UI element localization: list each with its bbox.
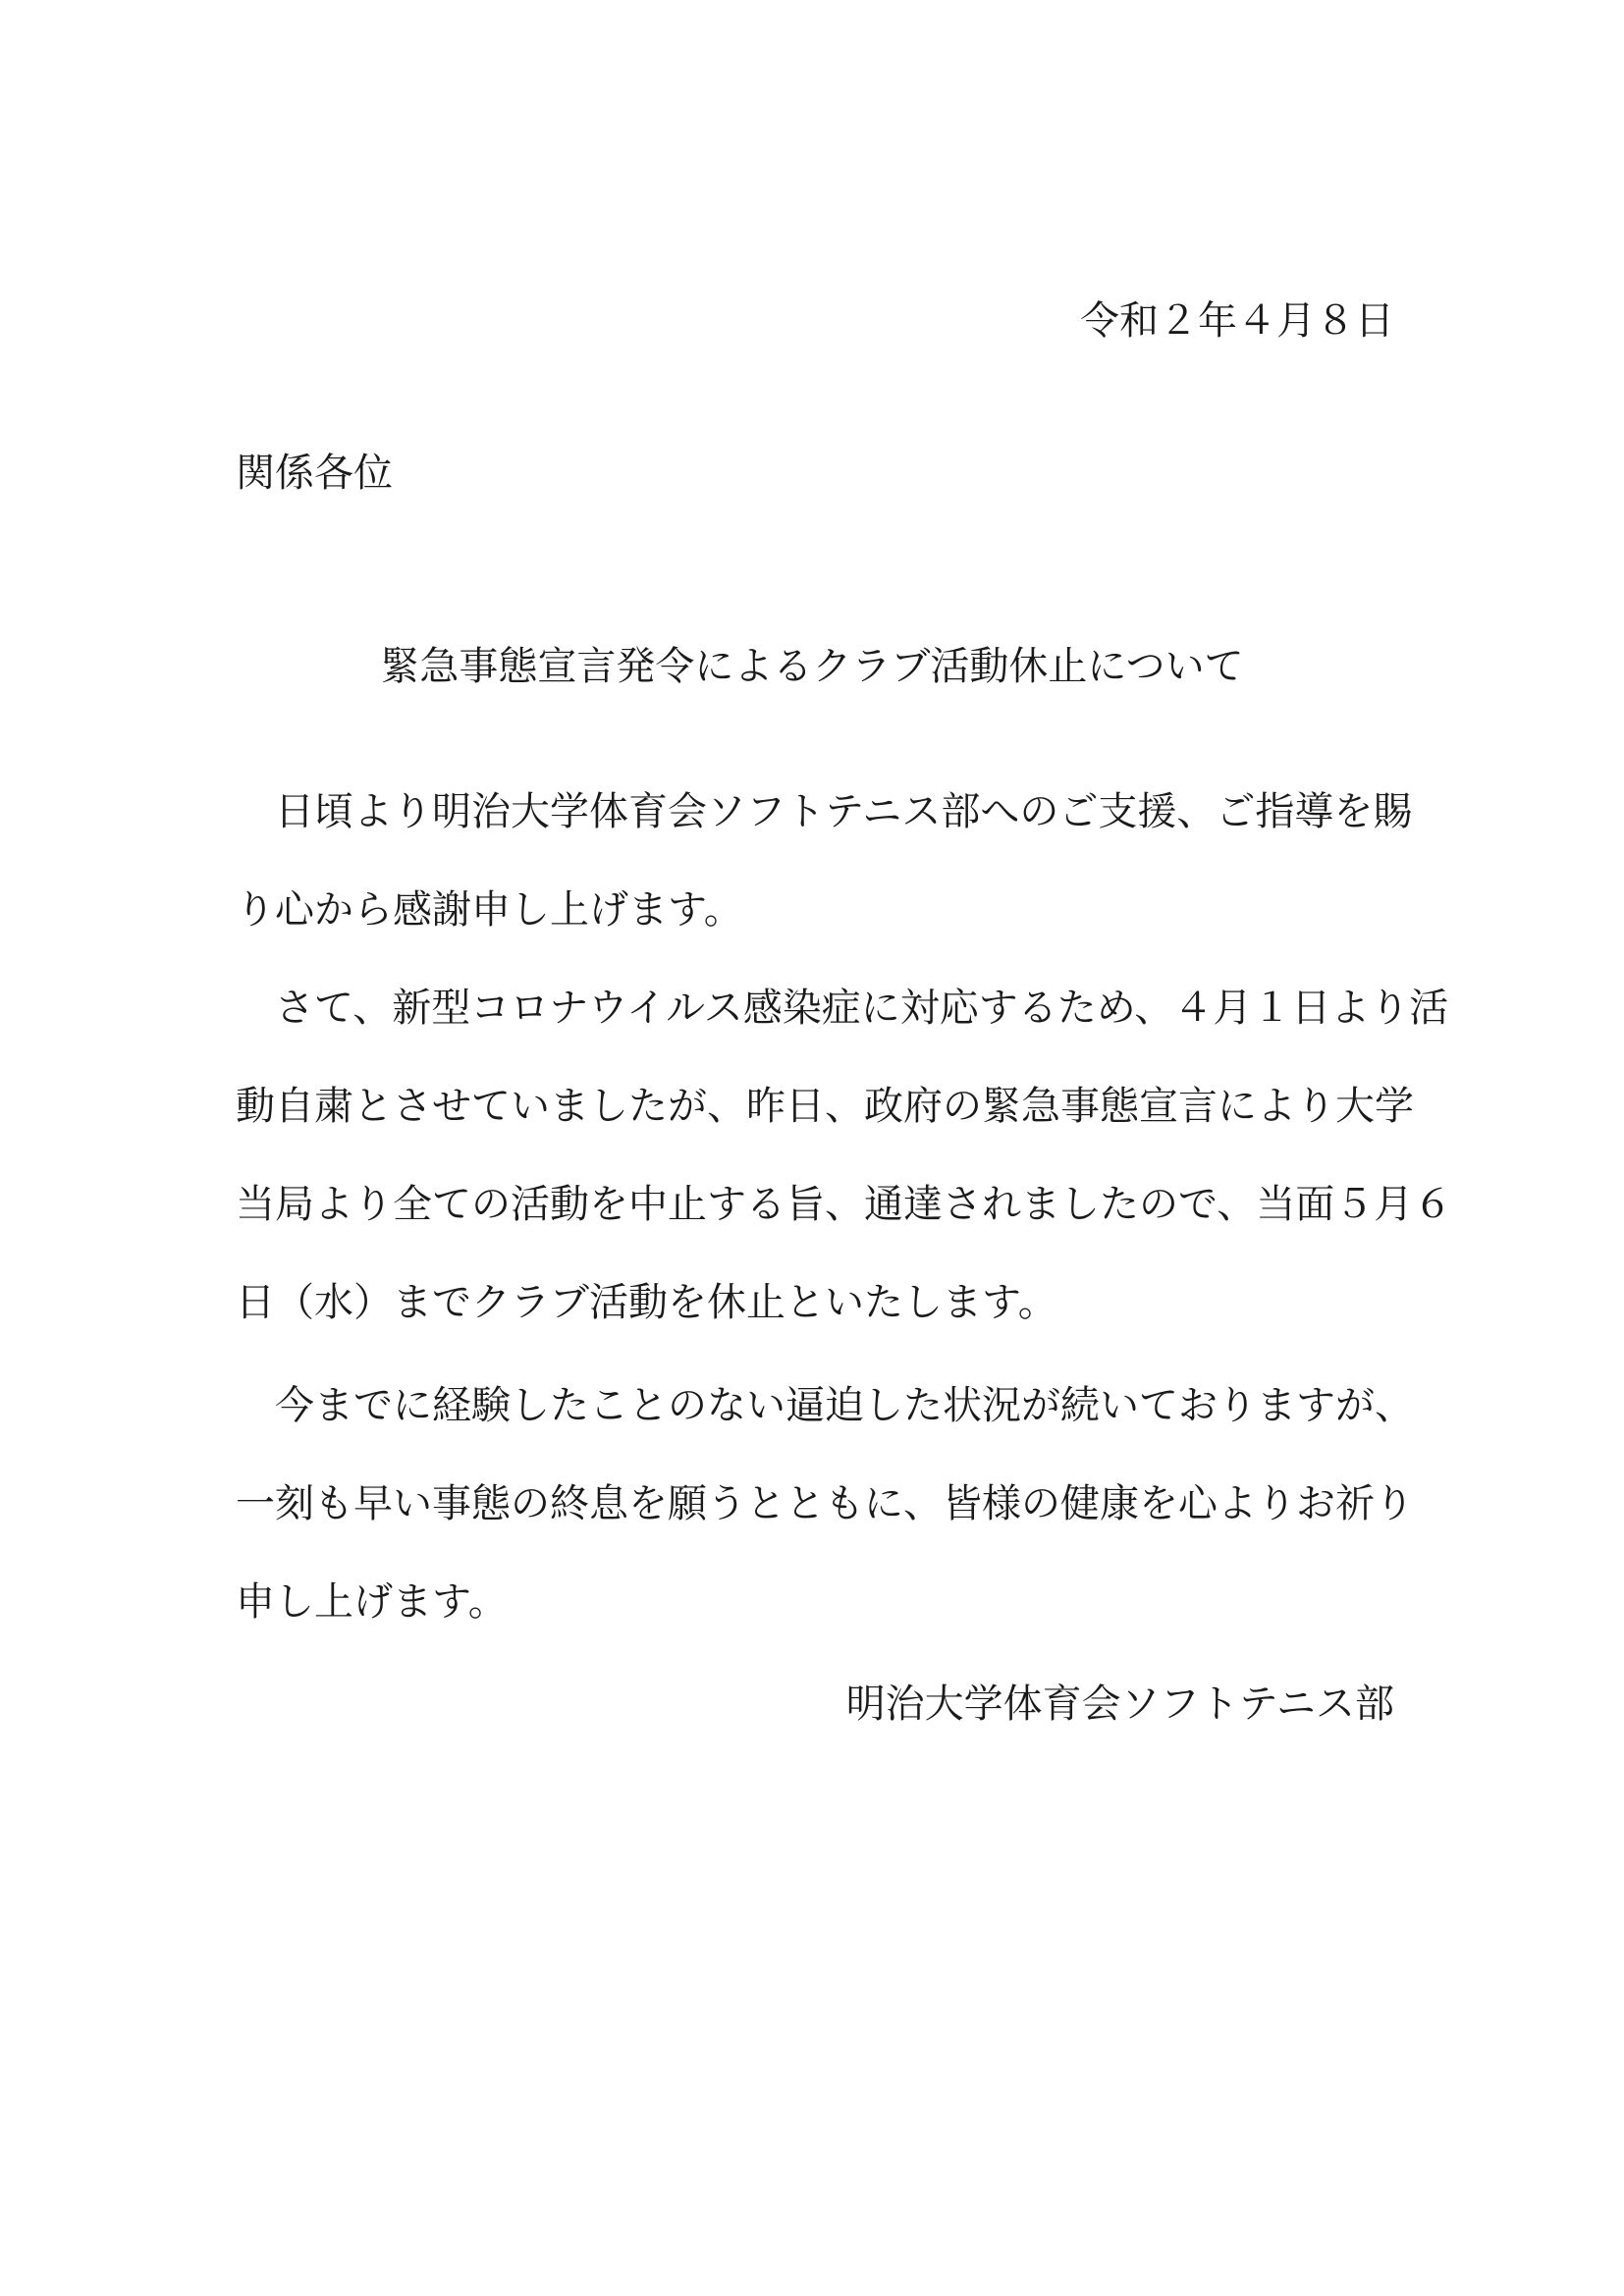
recipient-salutation: 関係各位 xyxy=(236,451,393,496)
letter-title: 緊急事態宣言発令によるクラブ活動休止について xyxy=(380,644,1244,689)
paragraph-line: 今までに経験したことのない逼迫した状況が続いておりますが、 xyxy=(275,1383,1414,1428)
paragraph-line: 当局より全ての活動を中止する旨、通達されましたので、当面５月６ xyxy=(236,1182,1453,1227)
paragraph-line: さて、新型コロナウイルス感染症に対応するため、４月１日より活 xyxy=(275,986,1449,1031)
paragraph-line: 申し上げます。 xyxy=(236,1579,508,1625)
paragraph-line: 日頃より明治大学体育会ソフトテニス部へのご支援、ご指導を賜 xyxy=(275,789,1413,834)
letter-date: 令和２年４月８日 xyxy=(1080,298,1394,344)
paragraph-line: り心から感謝申し上げます。 xyxy=(236,887,743,933)
paragraph-line: 動自粛とさせていましたが、昨日、政府の緊急事態宣言により大学 xyxy=(236,1084,1414,1129)
letter-signature: 明治大学体育会ソフトテニス部 xyxy=(845,1682,1394,1727)
paragraph-line: 日（水）までクラブ活動を休止といたします。 xyxy=(236,1280,1057,1325)
paragraph-line: 一刻も早い事態の終息を願うとともに、皆様の健康を心よりお祈り xyxy=(236,1481,1414,1526)
